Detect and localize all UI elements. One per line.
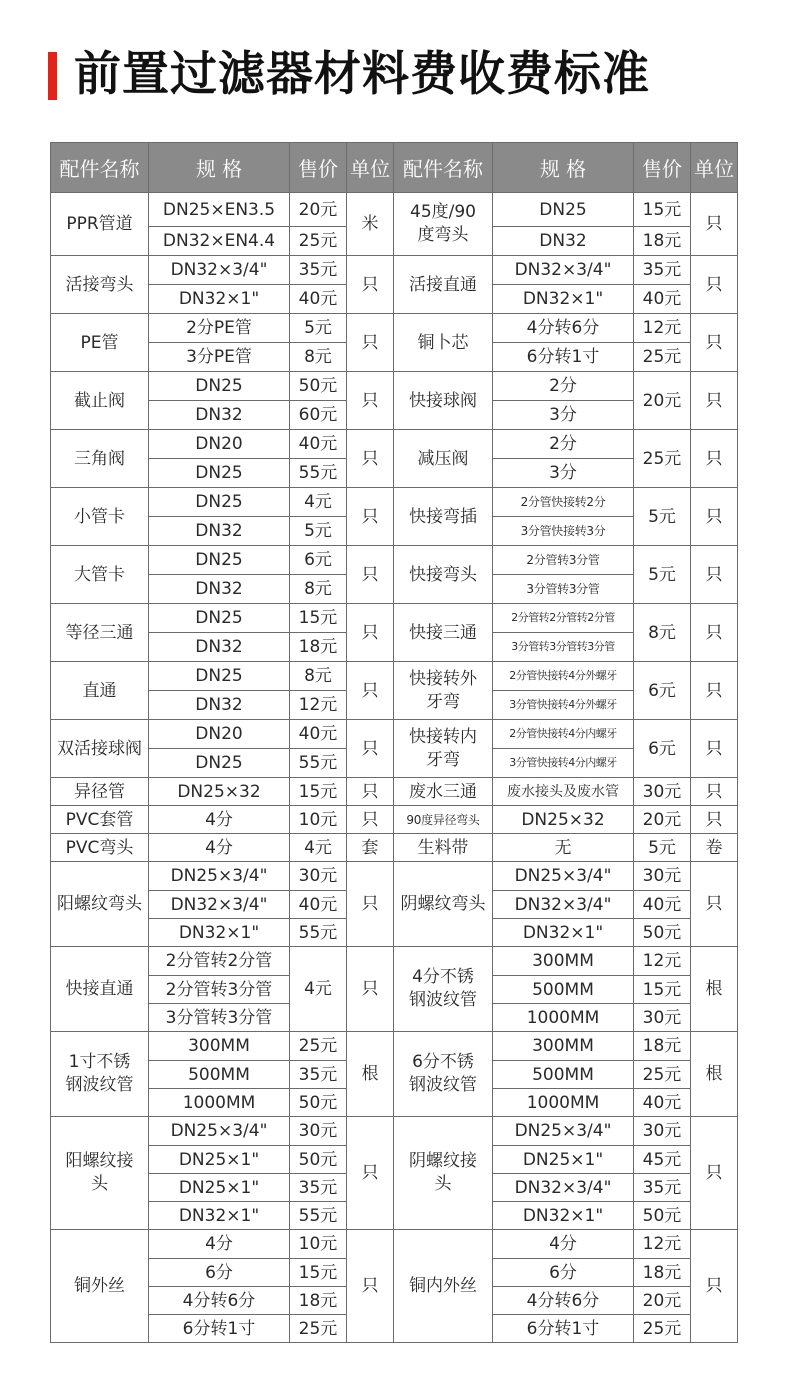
table-row — [51, 546, 738, 575]
item-price-left: 60元 — [290, 401, 347, 430]
item-price-right: 30元 — [634, 1117, 691, 1146]
item-spec-left: DN32 — [149, 691, 290, 720]
header-price-left: 售价 — [290, 143, 347, 193]
item-spec-left: DN32 — [149, 575, 290, 604]
table-row — [51, 862, 738, 891]
table-row — [51, 314, 738, 343]
table-row — [51, 604, 738, 633]
item-price-left: 55元 — [290, 919, 347, 947]
title-accent-bar — [48, 52, 57, 100]
item-unit-right: 只 — [691, 193, 738, 256]
item-spec-right: 2分管快接转2分 — [493, 488, 634, 517]
item-price-right: 40元 — [634, 285, 691, 314]
item-spec-right: DN32×1" — [493, 285, 634, 314]
item-name-left: PVC套管 — [51, 806, 149, 834]
item-spec-left: 4分 — [149, 834, 290, 862]
table-row — [51, 193, 738, 227]
header-spec-right: 规 格 — [493, 143, 634, 193]
item-price-right: 6元 — [634, 662, 691, 720]
item-name-left: 阳螺纹弯头 — [51, 862, 149, 947]
item-spec-right: DN25×3/4" — [493, 1117, 634, 1146]
header-unit-left: 单位 — [347, 143, 394, 193]
item-spec-left: 300MM — [149, 1032, 290, 1061]
item-unit-left: 套 — [347, 834, 394, 862]
table-row — [51, 806, 738, 834]
item-spec-right: 500MM — [493, 976, 634, 1004]
item-name-left: PPR管道 — [51, 193, 149, 256]
table-header-row — [51, 143, 738, 193]
item-spec-left: DN25×3/4" — [149, 862, 290, 891]
item-spec-right: 3分 — [493, 401, 634, 430]
item-price-left: 25元 — [290, 227, 347, 256]
item-spec-left: DN25 — [149, 662, 290, 691]
item-price-left: 5元 — [290, 517, 347, 546]
item-price-right: 15元 — [634, 976, 691, 1004]
item-unit-right: 只 — [691, 256, 738, 314]
item-spec-right: 3分管转3分管转3分管 — [493, 633, 634, 662]
item-price-left: 30元 — [290, 862, 347, 891]
item-price-left: 6元 — [290, 546, 347, 575]
item-spec-right: DN32×1" — [493, 919, 634, 947]
item-price-right: 18元 — [634, 1032, 691, 1061]
item-price-right: 12元 — [634, 947, 691, 976]
item-name-right: 阴螺纹弯头 — [394, 862, 493, 947]
item-price-left: 55元 — [290, 1202, 347, 1230]
item-unit-left: 只 — [347, 488, 394, 546]
item-spec-left: 500MM — [149, 1061, 290, 1089]
page-title: 前置过滤器材料费收费标准 — [74, 47, 650, 102]
item-spec-right: DN25 — [493, 193, 634, 227]
item-unit-right: 只 — [691, 430, 738, 488]
item-unit-left: 只 — [347, 430, 394, 488]
table-row — [51, 430, 738, 459]
item-price-left: 50元 — [290, 1146, 347, 1174]
item-price-right: 20元 — [634, 372, 691, 430]
item-price-left: 4元 — [290, 947, 347, 1032]
item-spec-right: 无 — [493, 834, 634, 862]
header-unit-right: 单位 — [691, 143, 738, 193]
item-price-right: 30元 — [634, 862, 691, 891]
item-name-right: 6分不锈钢波纹管 — [394, 1032, 493, 1117]
item-spec-left: DN25 — [149, 546, 290, 575]
item-price-right: 35元 — [634, 1174, 691, 1202]
header-spec-left: 规 格 — [149, 143, 290, 193]
item-spec-left: DN32×3/4" — [149, 256, 290, 285]
item-name-left: 1寸不锈钢波纹管 — [51, 1032, 149, 1117]
item-unit-left: 只 — [347, 862, 394, 947]
item-spec-right: DN32 — [493, 227, 634, 256]
item-price-left: 55元 — [290, 749, 347, 778]
item-price-right: 5元 — [634, 546, 691, 604]
item-unit-right: 根 — [691, 947, 738, 1032]
item-price-left: 18元 — [290, 1287, 347, 1315]
item-unit-left: 只 — [347, 604, 394, 662]
item-name-left: PVC弯头 — [51, 834, 149, 862]
item-price-left: 10元 — [290, 806, 347, 834]
item-spec-right: 废水接头及废水管 — [493, 778, 634, 806]
item-price-right: 40元 — [634, 891, 691, 919]
table-row — [51, 1117, 738, 1146]
item-name-left: 等径三通 — [51, 604, 149, 662]
item-spec-left: DN25 — [149, 372, 290, 401]
item-spec-right: DN25×1" — [493, 1146, 634, 1174]
item-spec-right: DN32×3/4" — [493, 1174, 634, 1202]
table-row — [51, 947, 738, 976]
item-spec-right: DN32×3/4" — [493, 256, 634, 285]
item-name-right: 快接弯头 — [394, 546, 493, 604]
item-price-left: 25元 — [290, 1315, 347, 1343]
header-price-right: 售价 — [634, 143, 691, 193]
item-name-right: 铜内外丝 — [394, 1230, 493, 1343]
item-spec-left: DN32×EN4.4 — [149, 227, 290, 256]
item-name-right: 快接球阀 — [394, 372, 493, 430]
item-spec-left: 4分 — [149, 1230, 290, 1259]
item-spec-left: DN20 — [149, 430, 290, 459]
item-name-left: 小管卡 — [51, 488, 149, 546]
item-price-left: 4元 — [290, 834, 347, 862]
table-row — [51, 778, 738, 806]
item-name-right: 快接弯插 — [394, 488, 493, 546]
item-spec-left: 2分PE管 — [149, 314, 290, 343]
item-spec-left: 6分转1寸 — [149, 1315, 290, 1343]
item-price-left: 25元 — [290, 1032, 347, 1061]
item-price-left: 15元 — [290, 1259, 347, 1287]
table-row — [51, 372, 738, 401]
item-spec-right: DN32×3/4" — [493, 891, 634, 919]
item-price-right: 5元 — [634, 488, 691, 546]
item-name-right: 快接三通 — [394, 604, 493, 662]
item-spec-left: DN25 — [149, 749, 290, 778]
item-name-left: 截止阀 — [51, 372, 149, 430]
item-price-left: 15元 — [290, 604, 347, 633]
item-spec-right: 3分管快接转3分 — [493, 517, 634, 546]
item-price-left: 18元 — [290, 633, 347, 662]
item-price-left: 35元 — [290, 256, 347, 285]
item-unit-left: 只 — [347, 314, 394, 372]
item-name-right: 4分不锈钢波纹管 — [394, 947, 493, 1032]
item-price-left: 4元 — [290, 488, 347, 517]
item-name-right: 阴螺纹接头 — [394, 1117, 493, 1230]
item-unit-right: 只 — [691, 372, 738, 430]
item-unit-left: 只 — [347, 256, 394, 314]
item-spec-left: DN25×1" — [149, 1174, 290, 1202]
item-spec-right: 6分 — [493, 1259, 634, 1287]
item-price-right: 20元 — [634, 806, 691, 834]
header-name-left: 配件名称 — [51, 143, 149, 193]
item-unit-left: 只 — [347, 372, 394, 430]
item-spec-left: 6分 — [149, 1259, 290, 1287]
table-row — [51, 834, 738, 862]
item-unit-left: 只 — [347, 778, 394, 806]
table-row — [51, 1230, 738, 1259]
item-unit-right: 根 — [691, 1032, 738, 1117]
item-name-right: 生料带 — [394, 834, 493, 862]
item-price-left: 12元 — [290, 691, 347, 720]
item-price-right: 20元 — [634, 1287, 691, 1315]
item-price-right: 30元 — [634, 1004, 691, 1032]
item-price-right: 5元 — [634, 834, 691, 862]
item-spec-left: DN32×1" — [149, 285, 290, 314]
item-spec-right: 3分管快接转4分内螺牙 — [493, 749, 634, 778]
item-price-right: 50元 — [634, 1202, 691, 1230]
item-spec-right: 6分转1寸 — [493, 343, 634, 372]
item-name-left: 阳螺纹接头 — [51, 1117, 149, 1230]
item-spec-right: 4分 — [493, 1230, 634, 1259]
item-price-right: 25元 — [634, 1315, 691, 1343]
table-row — [51, 256, 738, 285]
item-name-left: 活接弯头 — [51, 256, 149, 314]
item-spec-right: 2分管转2分管转2分管 — [493, 604, 634, 633]
item-spec-left: 4分转6分 — [149, 1287, 290, 1315]
item-spec-right: 2分管快接转4分内螺牙 — [493, 720, 634, 749]
item-spec-left: DN32×1" — [149, 1202, 290, 1230]
item-price-left: 40元 — [290, 285, 347, 314]
table-row — [51, 662, 738, 691]
table-row — [51, 1032, 738, 1061]
item-price-left: 40元 — [290, 720, 347, 749]
item-unit-right: 只 — [691, 862, 738, 947]
item-name-left: 大管卡 — [51, 546, 149, 604]
item-price-left: 50元 — [290, 1089, 347, 1117]
item-unit-left: 只 — [347, 1230, 394, 1343]
item-name-right: 废水三通 — [394, 778, 493, 806]
item-price-right: 6元 — [634, 720, 691, 778]
item-spec-left: DN32 — [149, 633, 290, 662]
item-price-right: 25元 — [634, 343, 691, 372]
table-body — [51, 193, 738, 1343]
item-spec-right: 3分管快接转4分外螺牙 — [493, 691, 634, 720]
item-unit-left: 只 — [347, 546, 394, 604]
item-spec-left: DN25×3/4" — [149, 1117, 290, 1146]
item-spec-left: DN25 — [149, 604, 290, 633]
item-price-left: 8元 — [290, 575, 347, 604]
item-price-right: 35元 — [634, 256, 691, 285]
item-price-right: 40元 — [634, 1089, 691, 1117]
item-unit-left: 只 — [347, 662, 394, 720]
item-spec-left: 2分管转3分管 — [149, 976, 290, 1004]
item-price-left: 30元 — [290, 1117, 347, 1146]
item-unit-right: 只 — [691, 546, 738, 604]
item-price-left: 15元 — [290, 778, 347, 806]
item-price-left: 40元 — [290, 891, 347, 919]
item-price-right: 50元 — [634, 919, 691, 947]
item-spec-left: 3分管转3分管 — [149, 1004, 290, 1032]
item-spec-right: 300MM — [493, 947, 634, 976]
price-table — [50, 142, 738, 1343]
item-unit-right: 卷 — [691, 834, 738, 862]
item-price-left: 50元 — [290, 372, 347, 401]
item-spec-right: 4分转6分 — [493, 314, 634, 343]
item-spec-left: DN25×EN3.5 — [149, 193, 290, 227]
item-unit-right: 只 — [691, 488, 738, 546]
item-spec-left: 4分 — [149, 806, 290, 834]
item-price-right: 12元 — [634, 1230, 691, 1259]
item-unit-right: 只 — [691, 1230, 738, 1343]
table-row — [51, 488, 738, 517]
item-name-left: PE管 — [51, 314, 149, 372]
item-spec-right: DN25×3/4" — [493, 862, 634, 891]
item-price-left: 55元 — [290, 459, 347, 488]
item-price-right: 12元 — [634, 314, 691, 343]
item-name-right: 快接转外牙弯 — [394, 662, 493, 720]
item-name-right: 90度异径弯头 — [394, 806, 493, 834]
item-unit-left: 根 — [347, 1032, 394, 1117]
item-name-left: 三角阀 — [51, 430, 149, 488]
item-spec-right: 2分 — [493, 372, 634, 401]
item-spec-right: 300MM — [493, 1032, 634, 1061]
item-price-left: 8元 — [290, 662, 347, 691]
item-unit-left: 只 — [347, 1117, 394, 1230]
item-unit-right: 只 — [691, 720, 738, 778]
item-spec-left: DN20 — [149, 720, 290, 749]
item-spec-right: 500MM — [493, 1061, 634, 1089]
item-spec-right: 6分转1寸 — [493, 1315, 634, 1343]
item-name-left: 直通 — [51, 662, 149, 720]
item-spec-left: DN25 — [149, 459, 290, 488]
item-spec-right: 4分转6分 — [493, 1287, 634, 1315]
item-spec-left: DN32 — [149, 401, 290, 430]
item-price-left: 35元 — [290, 1174, 347, 1202]
item-price-left: 5元 — [290, 314, 347, 343]
item-price-right: 25元 — [634, 430, 691, 488]
item-unit-right: 只 — [691, 806, 738, 834]
item-spec-left: DN25 — [149, 488, 290, 517]
item-unit-right: 只 — [691, 604, 738, 662]
item-price-left: 8元 — [290, 343, 347, 372]
item-price-right: 18元 — [634, 1259, 691, 1287]
item-spec-left: DN32 — [149, 517, 290, 546]
item-price-right: 30元 — [634, 778, 691, 806]
item-name-right: 铜卜芯 — [394, 314, 493, 372]
item-spec-left: DN32×3/4" — [149, 891, 290, 919]
item-spec-left: 1000MM — [149, 1089, 290, 1117]
item-name-right: 活接直通 — [394, 256, 493, 314]
item-name-left: 快接直通 — [51, 947, 149, 1032]
table-row — [51, 720, 738, 749]
item-spec-right: 1000MM — [493, 1004, 634, 1032]
item-spec-right: 2分管转3分管 — [493, 546, 634, 575]
item-unit-left: 米 — [347, 193, 394, 256]
item-name-left: 铜外丝 — [51, 1230, 149, 1343]
item-price-left: 20元 — [290, 193, 347, 227]
item-price-left: 10元 — [290, 1230, 347, 1259]
item-spec-left: DN32×1" — [149, 919, 290, 947]
item-spec-right: 1000MM — [493, 1089, 634, 1117]
item-name-left: 异径管 — [51, 778, 149, 806]
item-unit-right: 只 — [691, 778, 738, 806]
item-spec-right: DN32×1" — [493, 1202, 634, 1230]
item-price-right: 45元 — [634, 1146, 691, 1174]
item-price-right: 25元 — [634, 1061, 691, 1089]
item-name-right: 快接转内牙弯 — [394, 720, 493, 778]
item-spec-left: 2分管转2分管 — [149, 947, 290, 976]
item-unit-right: 只 — [691, 1117, 738, 1230]
item-unit-left: 只 — [347, 720, 394, 778]
item-price-right: 15元 — [634, 193, 691, 227]
item-spec-right: DN25×32 — [493, 806, 634, 834]
item-name-right: 45度/90度弯头 — [394, 193, 493, 256]
item-price-left: 40元 — [290, 430, 347, 459]
item-name-left: 双活接球阀 — [51, 720, 149, 778]
item-spec-left: DN25×1" — [149, 1146, 290, 1174]
header-name-right: 配件名称 — [394, 143, 493, 193]
item-unit-right: 只 — [691, 662, 738, 720]
item-price-right: 18元 — [634, 227, 691, 256]
item-unit-left: 只 — [347, 947, 394, 1032]
item-spec-right: 3分管转3分管 — [493, 575, 634, 604]
item-spec-right: 2分管快接转4分外螺牙 — [493, 662, 634, 691]
item-unit-right: 只 — [691, 314, 738, 372]
item-price-right: 8元 — [634, 604, 691, 662]
item-spec-right: 3分 — [493, 459, 634, 488]
item-price-left: 35元 — [290, 1061, 347, 1089]
item-unit-left: 只 — [347, 806, 394, 834]
item-spec-left: DN25×32 — [149, 778, 290, 806]
item-name-right: 减压阀 — [394, 430, 493, 488]
item-spec-left: 3分PE管 — [149, 343, 290, 372]
item-spec-right: 2分 — [493, 430, 634, 459]
